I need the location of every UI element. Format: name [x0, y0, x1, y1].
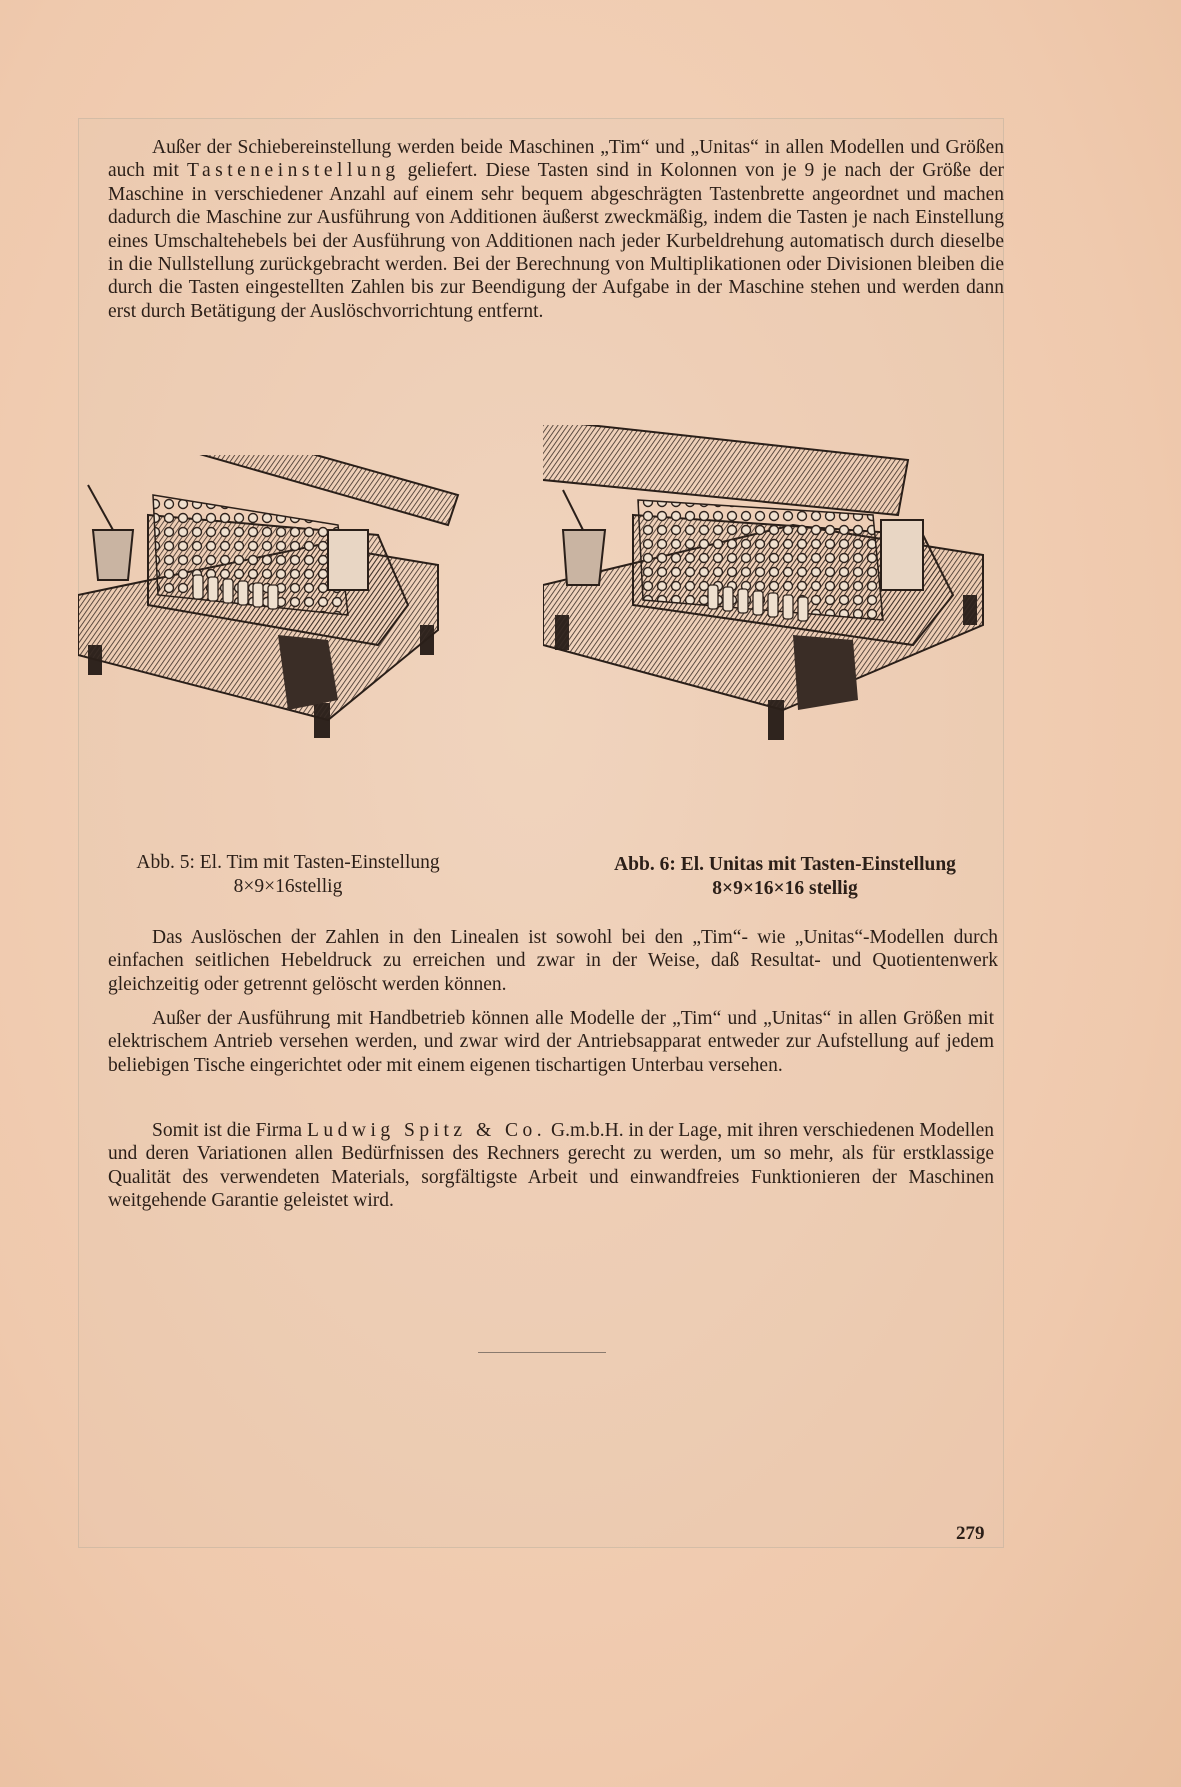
- figure-5-caption-spec: 8×9×16stellig: [233, 876, 343, 897]
- figure-6-caption-spec: 8×9×16×16 stellig: [712, 878, 858, 899]
- figure-5-caption: [88, 851, 488, 899]
- section-divider: [478, 1352, 606, 1353]
- paragraph-1-text-b: geliefert. Diese Tasten sind in Kolonnen von je 9 je nach der Größe der Maschine in verschiedener Anzahl auf einem sehr bequem abgeschrägten Tastenbrette angeordnet und machen dadurch die Maschine zur Ausführung von Additionen äußerst zweckmäßig, indem die Tasten je nach Einstellung eines Umschaltehebels bei der Ausführung von Additionen nach jeder Kurbeldrehung automatisch durch dieselbe in die Nullstellung zurückgebracht werden. Bei der Berechnung von Multiplikationen oder Divisionen bleiben die durch die Tasten eingestellten Zahlen bis zur Beendigung der Aufgabe in der Maschine stehen und werden dann erst durch Betätigung der Auslöschvorrichtung entfernt.: [108, 160, 1004, 322]
- tim-calculator-illustration: [78, 455, 518, 845]
- figure-5-caption-title: Abb. 5: El. Tim mit Tasten-Einstellung: [136, 852, 440, 873]
- figure-6-caption-title: Abb. 6: El. Unitas mit Tasten-Einstellung: [614, 854, 956, 875]
- paragraph-3: Außer der Ausführung mit Handbetrieb können alle Modelle der „Tim“ und „Unitas“ in allen Größen mit elektrischem Antrieb versehen werden, und zwar wird der Antriebsapparat entweder zur Aufstellung auf jedem beliebigen Tische eingerichtet oder mit einem eigenen tischartigen Unterbau versehen.: [108, 1008, 994, 1076]
- paragraph-1-emphasis: Tasteneinstellung: [186, 160, 400, 182]
- page-number: 279: [956, 1523, 985, 1544]
- unitas-calculator-illustration: [543, 425, 1033, 845]
- paragraph-4-emphasis: Ludwig Spitz & Co.: [306, 1120, 547, 1141]
- paragraph-1-text-a: Außer der Schiebereinstellung werden beide Maschinen „Tim“ und „Unitas“ in allen Modellen und Größen auch mit: [108, 137, 1004, 182]
- figure-6-caption: [580, 853, 990, 901]
- paragraph-2: Das Auslöschen der Zahlen in den Linealen ist sowohl bei den „Tim“- wie „Unitas“-Modellen durch einfachen seitlichen Hebeldruck zu erreichen und zwar in der Weise, daß Resultat- und Quotientenwerk gleichzeitig oder getrennt gelöscht werden können.: [108, 927, 998, 995]
- paragraph-4-text-b: G.m.b.H. in der Lage, mit ihren verschiedenen Modellen und deren Variationen allen Bedürfnissen des Rechners gerecht zu werden, um so mehr, als für erstklassige Qualität des verwendeten Materials, sorgfältigste Arbeit und einwandfreies Funktionieren der Maschinen weitgehende Garantie geleistet wird.: [108, 1120, 994, 1212]
- paragraph-4-text-a: Somit ist die Firma: [152, 1120, 307, 1141]
- paragraph-1: [108, 136, 1004, 323]
- paragraph-4: [108, 1119, 994, 1213]
